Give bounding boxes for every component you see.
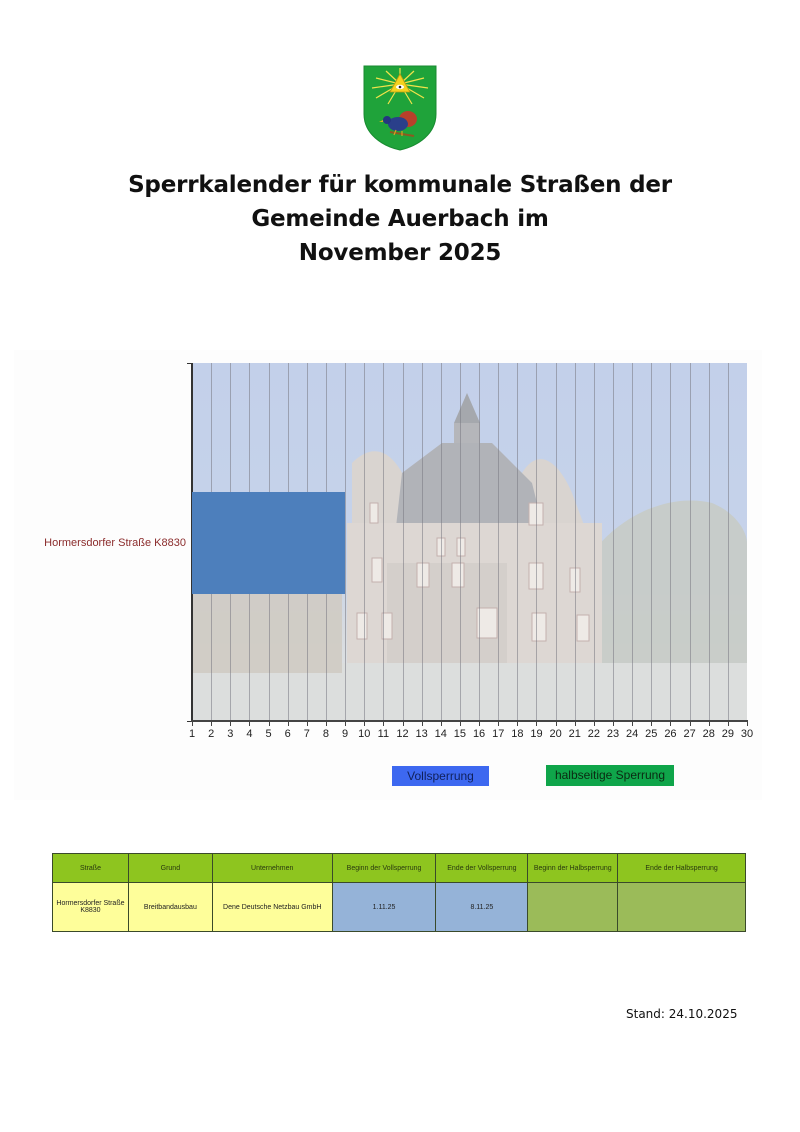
cell-ende-vollsperrung: 8.11.25 <box>436 883 528 932</box>
x-axis-tick <box>269 722 270 726</box>
x-axis-tick-label: 22 <box>587 728 601 740</box>
gridline <box>632 363 633 721</box>
x-axis-tick <box>326 722 327 726</box>
gridline <box>575 363 576 721</box>
gridline <box>383 363 384 721</box>
x-axis-tick <box>594 722 595 726</box>
column-header-grund: Grund <box>128 854 212 883</box>
x-axis-tick-label: 11 <box>377 728 390 740</box>
x-axis-tick <box>575 722 576 726</box>
x-axis-tick-label: 15 <box>453 728 467 740</box>
gridline <box>479 363 480 721</box>
gridline <box>670 363 671 721</box>
x-axis-tick-label: 16 <box>472 728 486 740</box>
stand-date: Stand: 24.10.2025 <box>626 1007 738 1021</box>
gridline <box>556 363 557 721</box>
gridline <box>364 363 365 721</box>
x-axis-tick <box>632 722 633 726</box>
x-axis-tick-label: 30 <box>740 728 754 740</box>
x-axis-tick-label: 1 <box>188 728 196 740</box>
x-axis-tick-label: 9 <box>342 728 349 740</box>
page-title <box>0 168 800 270</box>
y-axis-tick-top <box>187 363 192 364</box>
x-axis-tick <box>441 722 442 726</box>
x-axis-tick-label: 28 <box>702 728 715 740</box>
gridline <box>498 363 499 721</box>
x-axis-tick-label: 29 <box>721 728 734 740</box>
x-axis-tick-label: 3 <box>227 728 234 740</box>
cell-beginn-vollsperrung: 1.11.25 <box>332 883 436 932</box>
x-axis-tick-label: 13 <box>415 728 428 740</box>
x-axis-tick-label: 2 <box>208 728 215 740</box>
table-header-row <box>53 854 746 883</box>
gridline <box>460 363 461 721</box>
gridline <box>441 363 442 721</box>
column-header-ende-halbsperrung: Ende der Halbsperrung <box>618 854 746 883</box>
x-axis-tick <box>403 722 404 726</box>
coat-of-arms-icon <box>362 64 438 152</box>
gridline <box>613 363 614 721</box>
x-axis-tick-label: 8 <box>322 728 330 740</box>
x-axis-tick <box>536 722 537 726</box>
column-header-beginn-vollsperrung: Beginn der Vollsperrung <box>332 854 436 883</box>
x-axis-tick <box>728 722 729 726</box>
x-axis-tick-label: 14 <box>434 728 447 740</box>
cell-grund: Breitbandausbau <box>128 883 212 932</box>
x-axis-tick-label: 17 <box>492 728 505 740</box>
cell-ende-halbsperrung <box>618 883 746 932</box>
x-axis-tick <box>709 722 710 726</box>
x-axis-tick-label: 6 <box>284 728 291 740</box>
x-axis-tick <box>422 722 423 726</box>
gridline <box>651 363 652 721</box>
x-axis-tick <box>211 722 212 726</box>
x-axis-tick <box>613 722 614 726</box>
column-header-strasse: Straße <box>53 854 129 883</box>
x-axis-tick <box>690 722 691 726</box>
x-axis-tick <box>230 722 231 726</box>
x-axis-tick <box>364 722 365 726</box>
gridline <box>517 363 518 721</box>
x-axis-tick <box>383 722 384 726</box>
category-label: Hormersdorfer Straße K8830 <box>44 537 186 549</box>
x-axis-tick-label: 10 <box>358 728 371 740</box>
x-axis-tick-label: 18 <box>511 728 524 740</box>
cell-beginn-halbsperrung <box>528 883 618 932</box>
x-axis-tick <box>249 722 250 726</box>
x-axis-tick <box>517 722 518 726</box>
legend-halbseitige-sperrung: halbseitige Sperrung <box>546 765 674 786</box>
x-axis-tick <box>651 722 652 726</box>
title-line-2: Gemeinde Auerbach im <box>251 206 549 232</box>
closure-bar <box>192 492 345 594</box>
gridline <box>690 363 691 721</box>
gridline <box>728 363 729 721</box>
closure-table <box>52 853 746 932</box>
x-axis-tick <box>670 722 671 726</box>
x-axis-tick-label: 19 <box>530 728 543 740</box>
legend-vollsperrung: Vollsperrung <box>392 766 489 786</box>
x-axis-tick <box>288 722 289 726</box>
title-line-3: November 2025 <box>298 240 502 266</box>
column-header-beginn-halbsperrung: Beginn der Halbsperrung <box>528 854 618 883</box>
x-axis-tick-label: 25 <box>645 728 658 740</box>
x-axis-tick <box>556 722 557 726</box>
x-axis-tick <box>192 722 193 726</box>
x-axis <box>191 720 748 722</box>
x-axis-tick-label: 24 <box>626 728 639 740</box>
x-axis-tick-label: 21 <box>568 728 581 740</box>
x-axis-tick-label: 26 <box>664 728 677 740</box>
x-axis-tick <box>479 722 480 726</box>
x-axis-tick <box>498 722 499 726</box>
x-axis-tick-label: 12 <box>396 728 409 740</box>
x-axis-tick-label: 7 <box>303 728 310 740</box>
column-header-ende-vollsperrung: Ende der Vollsperrung <box>436 854 528 883</box>
x-axis-tick-label: 4 <box>246 728 253 740</box>
x-axis-tick-label: 20 <box>549 728 562 740</box>
gridline <box>345 363 346 721</box>
column-header-unternehmen: Unternehmen <box>212 854 332 883</box>
table-row <box>53 883 746 932</box>
x-axis-tick <box>345 722 346 726</box>
title-line-1: Sperrkalender für kommunale Straßen der <box>128 172 672 198</box>
cell-unternehmen: Dene Deutsche Netzbau GmbH <box>212 883 332 932</box>
gridline <box>403 363 404 721</box>
gridline <box>422 363 423 721</box>
gridline <box>536 363 537 721</box>
gridline <box>594 363 595 721</box>
x-axis-tick-label: 23 <box>606 728 620 740</box>
x-axis-tick-label: 27 <box>683 728 696 740</box>
x-axis-tick <box>747 722 748 726</box>
cell-strasse: Hormersdorfer Straße K8830 <box>53 883 129 932</box>
gridline <box>709 363 710 721</box>
x-axis-tick-label: 5 <box>265 728 272 740</box>
x-axis-tick <box>307 722 308 726</box>
x-axis-tick <box>460 722 461 726</box>
